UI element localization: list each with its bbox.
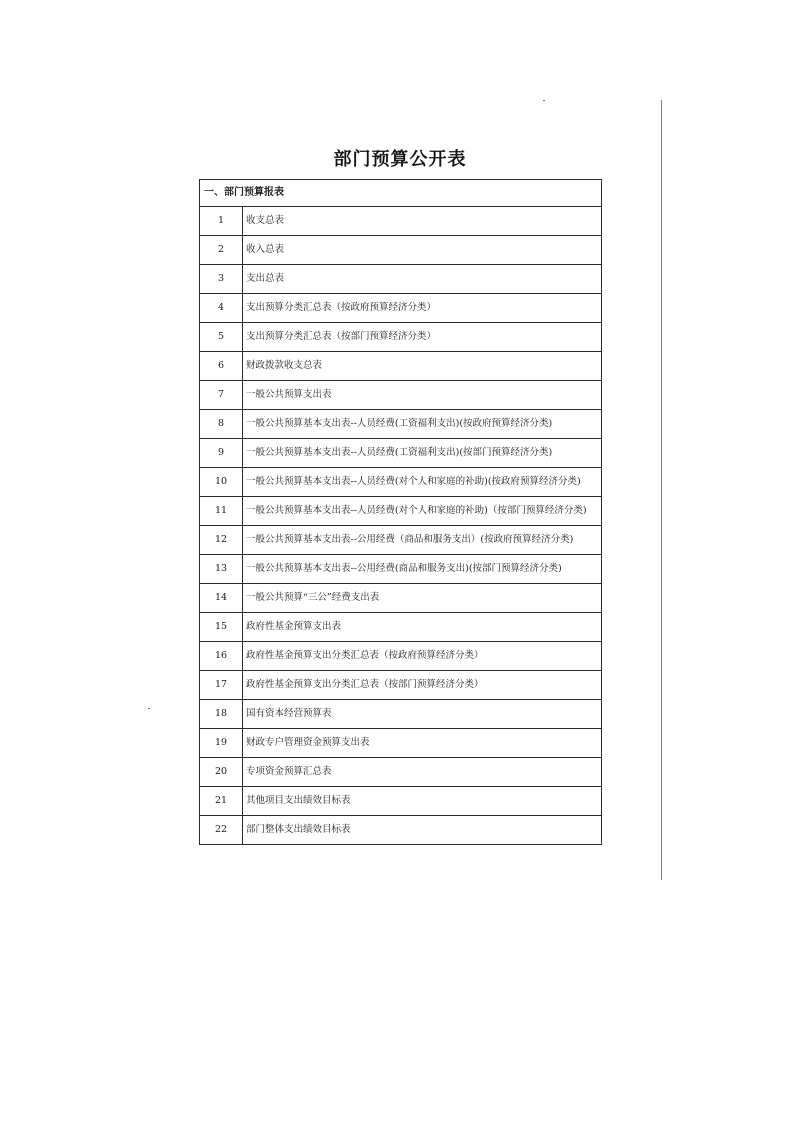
table-row: [200, 294, 602, 323]
row-table-name: 一般公共预算基本支出表--人员经费(工资福利支出)(按政府预算经济分类): [243, 410, 602, 439]
table-row: [200, 613, 602, 642]
row-number: 12: [200, 526, 243, 555]
table-row: [200, 758, 602, 787]
table-row: [200, 787, 602, 816]
scan-edge-line: [661, 100, 662, 880]
table-row: [200, 207, 602, 236]
row-table-name: 支出预算分类汇总表（按部门预算经济分类）: [243, 323, 602, 352]
row-table-name: 一般公共预算基本支出表--人员经费(工资福利支出)(按部门预算经济分类): [243, 439, 602, 468]
row-number: 16: [200, 642, 243, 671]
section-heading: 一、部门预算报表: [200, 180, 602, 207]
scan-speck: [543, 100, 545, 101]
row-number: 4: [200, 294, 243, 323]
row-number: 17: [200, 671, 243, 700]
budget-table-body: [200, 180, 602, 845]
table-row: [200, 497, 602, 526]
row-table-name: 政府性基金预算支出分类汇总表（按政府预算经济分类）: [243, 642, 602, 671]
budget-table: [199, 179, 602, 845]
row-number: 22: [200, 816, 243, 845]
row-number: 20: [200, 758, 243, 787]
row-table-name: 支出总表: [243, 265, 602, 294]
row-table-name: 政府性基金预算支出分类汇总表（按部门预算经济分类）: [243, 671, 602, 700]
row-number: 13: [200, 555, 243, 584]
table-row: [200, 584, 602, 613]
row-table-name: 支出预算分类汇总表（按政府预算经济分类）: [243, 294, 602, 323]
table-row: [200, 642, 602, 671]
page-title: 部门预算公开表: [333, 149, 467, 170]
row-number: 18: [200, 700, 243, 729]
row-table-name: 财政拨款收支总表: [243, 352, 602, 381]
row-number: 1: [200, 207, 243, 236]
table-row: [200, 729, 602, 758]
row-table-name: 一般公共预算“三公”经费支出表: [243, 584, 602, 613]
table-row: [200, 381, 602, 410]
row-number: 7: [200, 381, 243, 410]
row-table-name: 一般公共预算支出表: [243, 381, 602, 410]
row-table-name: 一般公共预算基本支出表--公用经费(商品和服务支出)(按部门预算经济分类): [243, 555, 602, 584]
table-row: [200, 671, 602, 700]
table-row: [200, 526, 602, 555]
row-table-name: 一般公共预算基本支出表--人员经费(对个人和家庭的补助)（按部门预算经济分类): [243, 497, 602, 526]
row-number: 10: [200, 468, 243, 497]
table-row: [200, 439, 602, 468]
row-table-name: 收支总表: [243, 207, 602, 236]
table-row: [200, 468, 602, 497]
scan-speck: [148, 708, 150, 709]
row-table-name: 财政专户管理资金预算支出表: [243, 729, 602, 758]
table-row: [200, 700, 602, 729]
row-table-name: 专项资金预算汇总表: [243, 758, 602, 787]
table-row: [200, 265, 602, 294]
row-number: 2: [200, 236, 243, 265]
row-number: 11: [200, 497, 243, 526]
row-number: 14: [200, 584, 243, 613]
row-table-name: 政府性基金预算支出表: [243, 613, 602, 642]
row-table-name: 国有资本经营预算表: [243, 700, 602, 729]
row-table-name: 收入总表: [243, 236, 602, 265]
row-table-name: 其他项目支出绩效目标表: [243, 787, 602, 816]
row-number: 6: [200, 352, 243, 381]
row-table-name: 一般公共预算基本支出表--公用经费（商品和服务支出）(按政府预算经济分类): [243, 526, 602, 555]
row-number: 15: [200, 613, 243, 642]
section-header-row: [200, 180, 602, 207]
row-table-name: 一般公共预算基本支出表--人员经费(对个人和家庭的补助)(按政府预算经济分类): [243, 468, 602, 497]
row-number: 8: [200, 410, 243, 439]
row-number: 5: [200, 323, 243, 352]
row-table-name: 部门整体支出绩效目标表: [243, 816, 602, 845]
table-row: [200, 236, 602, 265]
table-row: [200, 352, 602, 381]
row-number: 3: [200, 265, 243, 294]
row-number: 19: [200, 729, 243, 758]
row-number: 9: [200, 439, 243, 468]
table-row: [200, 816, 602, 845]
row-number: 21: [200, 787, 243, 816]
table-row: [200, 410, 602, 439]
table-row: [200, 555, 602, 584]
table-row: [200, 323, 602, 352]
